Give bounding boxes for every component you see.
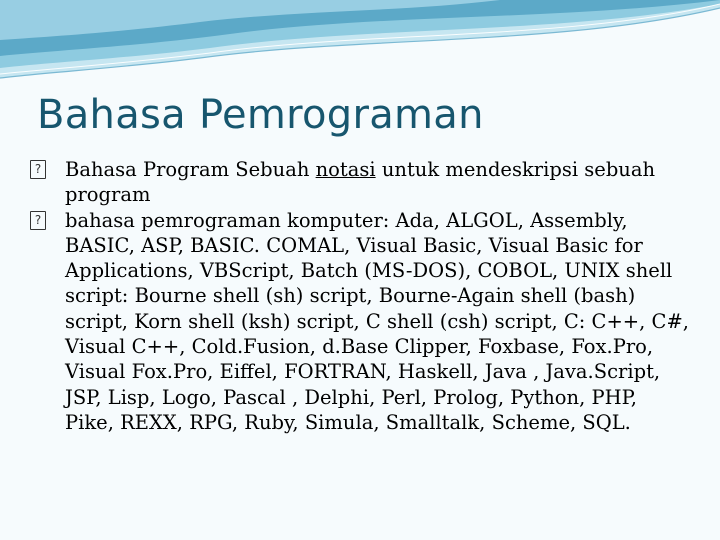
bullet-item-1 xyxy=(30,157,690,208)
missing-glyph-box-icon: ? xyxy=(30,160,46,179)
bullet-item-2 xyxy=(30,208,690,436)
missing-glyph-box-icon: ? xyxy=(30,211,46,230)
bullet-1-suffix: untuk mendeskripsi sebuah program xyxy=(65,158,656,207)
bullet-text-2: bahasa pemrograman komputer: Ada, ALGOL, Assembly, BASIC, ASP, BASIC. COMAL, Visual Basic, Visual Basic for Applications, VBScript, Batch (MS-DOS), COBOL, UNIX shell script: Bourne shell (sh) script, Bourne-Again shell (bash) script, Korn shell (ksh) script, C shell (csh) script, C: C++, C#, Visual C++, Cold.Fusion, d.Base Clipper, Foxbase, Fox.Pro, Visual Fox.Pro, Eiffel, FORTRAN, Haskell, Java , Java.Script, JSP, Lisp, Logo, Pascal , Delphi, Perl, Prolog, Python, PHP, Pike, REXX, RPG, Ruby, Simula, Smalltalk, Scheme, SQL. xyxy=(65,208,689,434)
bullet-1-underlined-word: notasi xyxy=(315,158,376,181)
bullet-text-1 xyxy=(65,157,690,208)
decorative-wave-header xyxy=(0,0,720,90)
bullet-list xyxy=(30,157,690,435)
bullet-1-prefix: Bahasa Program Sebuah xyxy=(65,158,316,181)
slide-title: Bahasa Pemrograman xyxy=(37,92,484,138)
